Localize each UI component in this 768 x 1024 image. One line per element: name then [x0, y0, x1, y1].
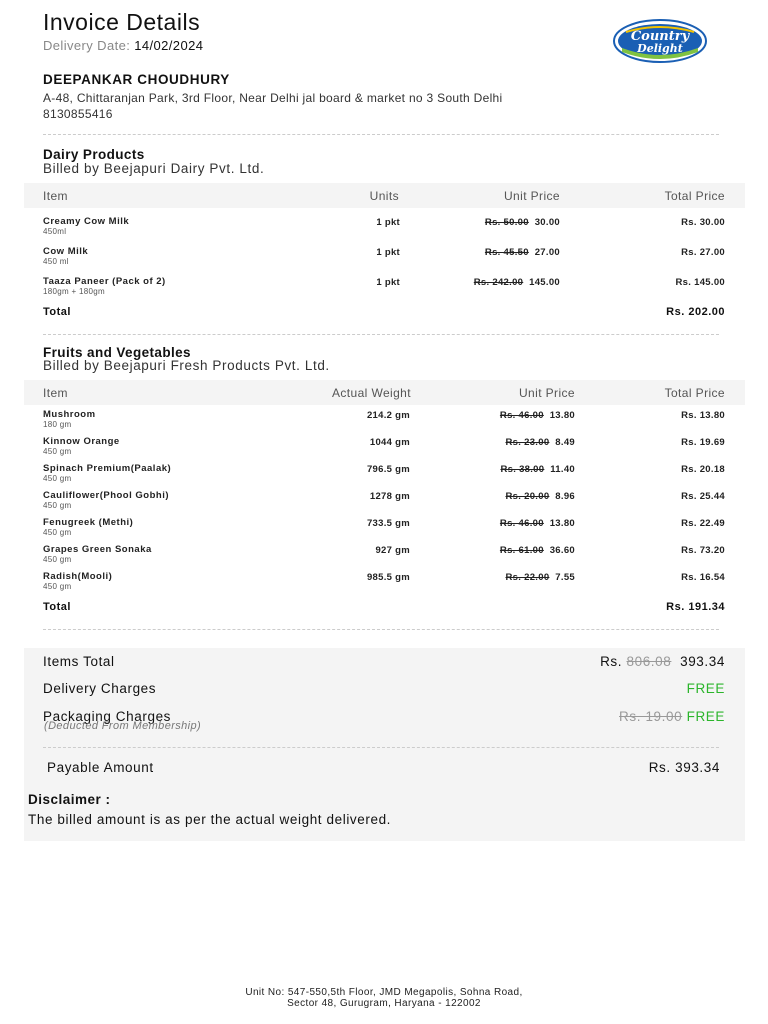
col-units: Units: [369, 189, 399, 203]
fruits-total-label: Total: [43, 601, 71, 613]
delivery-date-value: 14/02/2024: [134, 38, 204, 53]
item-units: 1 pkt: [376, 217, 400, 228]
item-price: 30.00: [534, 217, 560, 228]
payable-amount-label: Payable Amount: [47, 760, 154, 775]
item-name: Cauliflower(Phool Gobhi): [43, 490, 169, 501]
item-quantity: 450 gm: [43, 474, 72, 483]
item-quantity: 450ml: [43, 227, 67, 236]
item-total: Rs. 30.00: [681, 217, 725, 228]
dairy-section-title: Dairy Products: [43, 147, 145, 162]
dairy-billed-by: Billed by Beejapuri Dairy Pvt. Ltd.: [43, 161, 265, 176]
dairy-table-header: [24, 183, 745, 208]
packaging-mrp: Rs. 19.00: [619, 709, 683, 724]
col-item: Item: [43, 189, 68, 203]
divider: [43, 629, 719, 630]
customer-address: A-48, Chittaranjan Park, 3rd Floor, Near Delhi jal board & market no 3 South Delhi: [43, 91, 503, 105]
packaging-charges-label: Packaging Charges: [43, 709, 172, 724]
item-price: 36.60: [549, 545, 575, 556]
item-quantity: 450 gm: [43, 501, 72, 510]
item-mrp: Rs. 242.00: [473, 277, 524, 288]
item-weight: 214.2 gm: [366, 410, 410, 421]
items-total-label: Items Total: [43, 654, 115, 669]
delivery-date-line: [43, 38, 203, 53]
table-row: [0, 276, 768, 300]
item-price: 8.96: [555, 491, 575, 502]
fruits-section-title: Fruits and Vegetables: [43, 345, 191, 360]
items-total-prefix: Rs.: [600, 654, 623, 669]
item-mrp: Rs. 46.00: [499, 410, 544, 421]
payable-amount-value: Rs. 393.34: [648, 760, 720, 775]
delivery-charges-label: Delivery Charges: [43, 681, 157, 696]
item-weight: 927 gm: [375, 545, 410, 556]
item-name: Creamy Cow Milk: [43, 216, 130, 227]
col-unit-price: Unit Price: [503, 189, 560, 203]
col-total-price: Total Price: [664, 386, 725, 400]
company-address-footer: [0, 987, 768, 1009]
item-mrp: Rs. 38.00: [500, 464, 545, 475]
item-price: 7.55: [555, 572, 575, 583]
item-name: Kinnow Orange: [43, 436, 120, 447]
item-mrp: Rs. 45.50: [484, 247, 529, 258]
item-weight: 1044 gm: [369, 437, 410, 448]
item-unit-price: [506, 437, 576, 448]
item-quantity: 450 ml: [43, 257, 69, 266]
disclaimer-text: The billed amount is as per the actual weight delivered.: [28, 812, 392, 827]
item-total: Rs. 22.49: [681, 518, 725, 529]
item-unit-price: [500, 545, 575, 556]
item-name: Fenugreek (Methi): [43, 517, 134, 528]
item-unit-price: [485, 217, 560, 228]
item-unit-price: [506, 572, 576, 583]
svg-text:Delight: Delight: [637, 42, 683, 55]
item-unit-price: [500, 464, 575, 475]
svg-text:Country: Country: [630, 29, 690, 44]
table-row: [0, 246, 768, 270]
col-total-price: Total Price: [664, 189, 725, 203]
disclaimer-panel: [24, 790, 745, 841]
item-price: 13.80: [549, 518, 575, 529]
item-unit-price: [500, 518, 575, 529]
item-quantity: 180gm + 180gm: [43, 287, 105, 296]
item-mrp: Rs. 61.00: [499, 545, 544, 556]
dairy-total-value: Rs. 202.00: [666, 306, 725, 318]
items-total-mrp: 806.08: [626, 654, 672, 669]
item-unit-price: [474, 277, 560, 288]
table-row: [0, 216, 768, 240]
divider: [43, 134, 719, 135]
item-quantity: 180 gm: [43, 420, 72, 429]
item-name: Spinach Premium(Paalak): [43, 463, 172, 474]
item-quantity: 450 gm: [43, 555, 72, 564]
item-unit-price: [506, 491, 576, 502]
col-item: Item: [43, 386, 68, 400]
table-row: [0, 409, 768, 433]
item-total: Rs. 19.69: [681, 437, 725, 448]
item-mrp: Rs. 46.00: [499, 518, 544, 529]
delivery-date-label: Delivery Date:: [43, 38, 131, 53]
item-quantity: 450 gm: [43, 582, 72, 591]
page-title: Invoice Details: [43, 9, 201, 35]
table-row: [0, 436, 768, 460]
table-row: [0, 517, 768, 541]
item-weight: 733.5 gm: [366, 518, 410, 529]
item-price: 11.40: [550, 464, 575, 475]
item-unit-price: [500, 410, 575, 421]
item-weight: 1278 gm: [369, 491, 410, 502]
col-unit-price: Unit Price: [518, 386, 575, 400]
packaging-value: FREE: [686, 709, 725, 724]
table-row: [0, 544, 768, 568]
item-units: 1 pkt: [376, 247, 400, 258]
item-mrp: Rs. 23.00: [505, 437, 550, 448]
item-name: Cow Milk: [43, 246, 89, 257]
item-name: Mushroom: [43, 409, 96, 420]
items-total-value-line: [600, 654, 725, 669]
item-total: Rs. 13.80: [681, 410, 725, 421]
customer-phone: 8130855416: [43, 107, 113, 121]
item-units: 1 pkt: [376, 277, 400, 288]
fruits-billed-by: Billed by Beejapuri Fresh Products Pvt. Ltd.: [43, 358, 330, 373]
item-quantity: 450 gm: [43, 447, 72, 456]
item-name: Taaza Paneer (Pack of 2): [43, 276, 166, 287]
item-weight: 796.5 gm: [366, 464, 410, 475]
item-price: 8.49: [555, 437, 575, 448]
item-mrp: Rs. 50.00: [484, 217, 529, 228]
divider: [43, 334, 719, 335]
item-total: Rs. 25.44: [681, 491, 725, 502]
item-total: Rs. 145.00: [675, 277, 725, 288]
item-unit-price: [485, 247, 560, 258]
item-name: Radish(Mooli): [43, 571, 113, 582]
item-quantity: 450 gm: [43, 528, 72, 537]
table-row: [0, 490, 768, 514]
items-total-value: 393.34: [680, 654, 725, 669]
brand-logo-graphic: [612, 18, 708, 64]
item-price: 13.80: [549, 410, 575, 421]
item-total: Rs. 27.00: [681, 247, 725, 258]
table-row: [0, 463, 768, 487]
disclaimer-title: Disclaimer :: [28, 792, 111, 807]
item-weight: 985.5 gm: [366, 572, 410, 583]
delivery-charges-value: FREE: [686, 681, 725, 696]
packaging-charges-value-line: [619, 709, 725, 724]
dairy-total-label: Total: [43, 306, 71, 318]
item-price: 27.00: [534, 247, 560, 258]
item-price: 145.00: [529, 277, 560, 288]
item-mrp: Rs. 22.00: [505, 572, 550, 583]
item-mrp: Rs. 20.00: [505, 491, 550, 502]
customer-name: DEEPANKAR CHOUDHURY: [43, 72, 230, 87]
summary-panel: [24, 648, 745, 790]
item-total: Rs. 20.18: [681, 464, 725, 475]
col-actual-weight: Actual Weight: [331, 386, 411, 400]
packaging-note: (Deducted From Membership): [44, 720, 202, 732]
item-total: Rs. 16.54: [681, 572, 725, 583]
brand-logo: [612, 18, 708, 64]
divider: [43, 747, 719, 748]
item-total: Rs. 73.20: [681, 545, 725, 556]
footer-line-1: Unit No: 547-550,5th Floor, JMD Megapolis, Sohna Road,: [245, 987, 523, 998]
fruits-total-value: Rs. 191.34: [666, 601, 725, 613]
table-row: [0, 571, 768, 595]
item-name: Grapes Green Sonaka: [43, 544, 152, 555]
fruits-table-header: [24, 380, 745, 405]
footer-line-2: Sector 48, Gurugram, Haryana - 122002: [287, 998, 481, 1009]
